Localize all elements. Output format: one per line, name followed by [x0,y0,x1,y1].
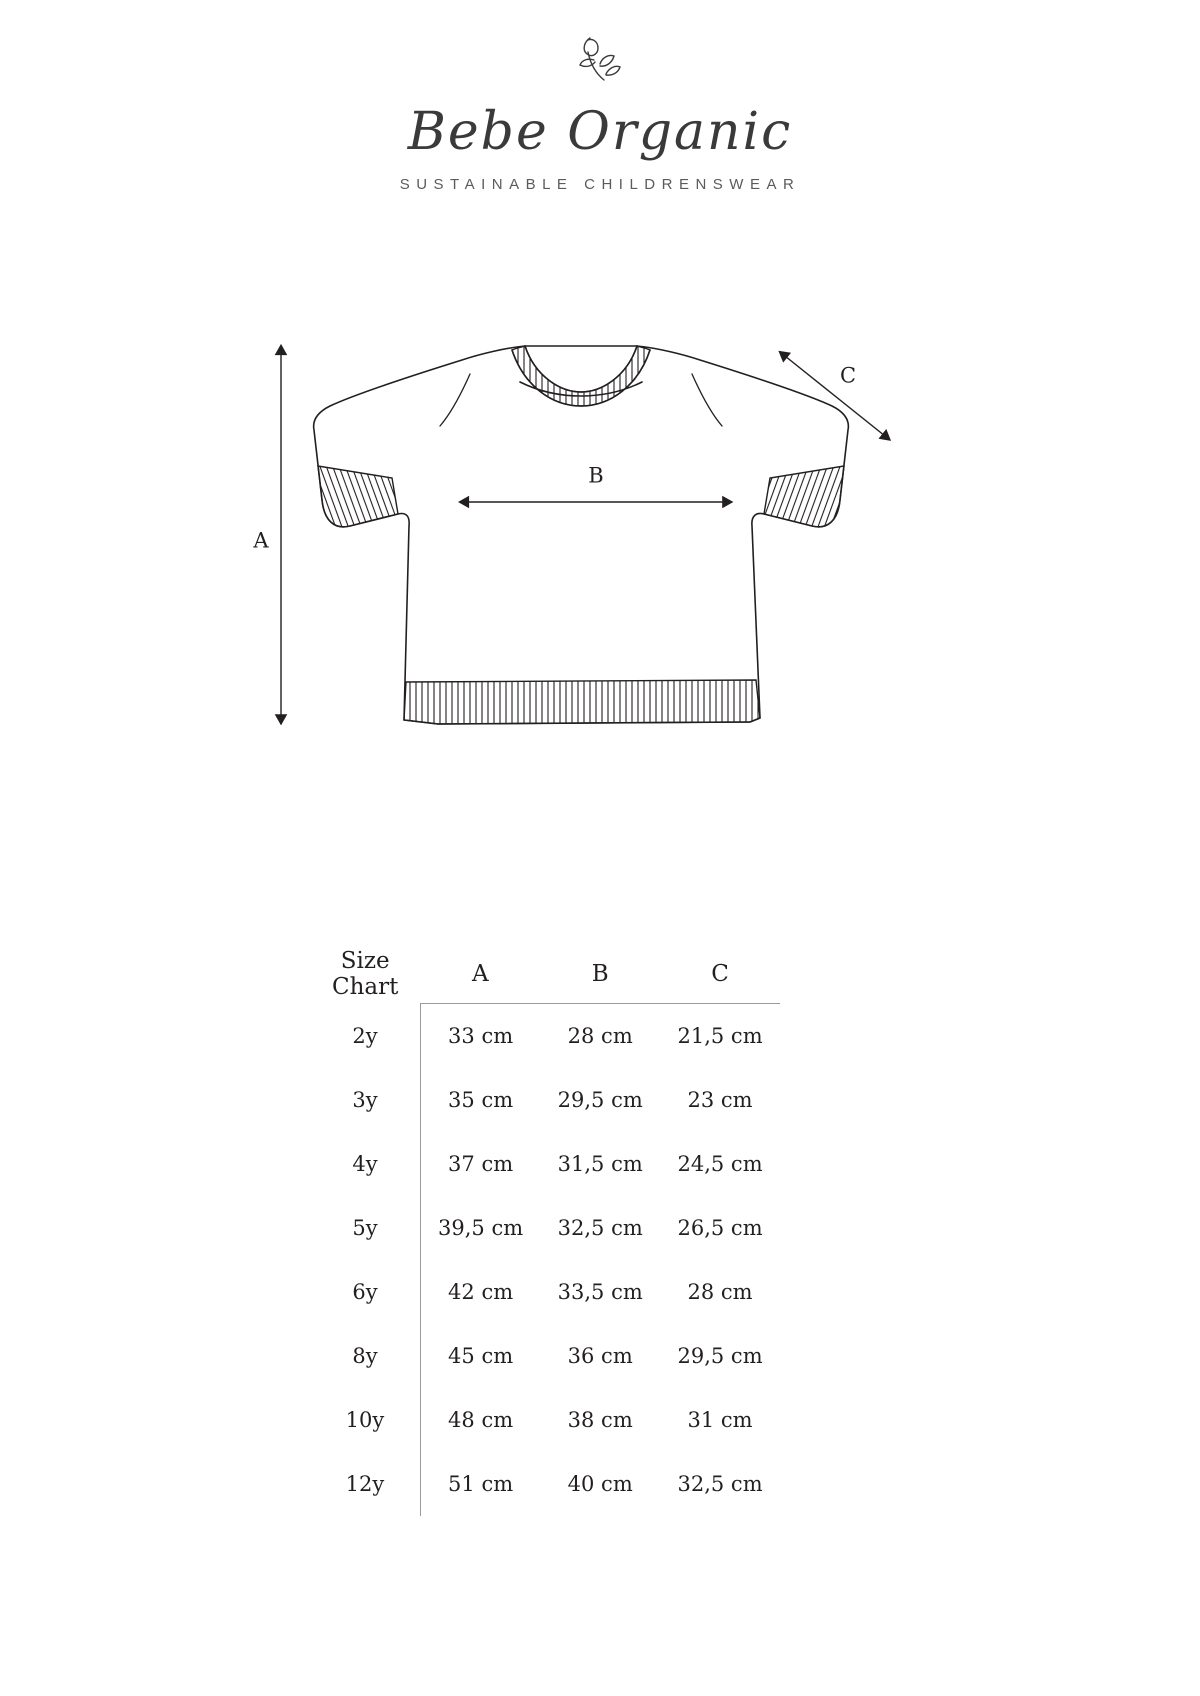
row-value-a: 48 cm [448,1408,514,1432]
row-value-c: 31 cm [687,1408,753,1432]
row-size: 8y [310,1324,420,1388]
row-value-a: 39,5 cm [438,1216,524,1240]
brand-header [0,30,1200,193]
column-header-b: B [540,945,660,1004]
size-chart [310,945,780,1516]
row-size: 4y [310,1132,420,1196]
row-value-b: 28 cm [567,1024,633,1048]
row-value-c: 29,5 cm [677,1344,763,1368]
row-value-c: 24,5 cm [677,1152,763,1176]
size-chart-head [310,945,780,1004]
row-value-b: 31,5 cm [557,1152,643,1176]
size-chart-title-line1: Size [340,947,390,974]
brand-name: Bebe Organic [407,102,793,162]
row-size: 5y [310,1196,420,1260]
table-header-row [310,945,780,1004]
leaf-sprig-icon [0,30,1200,92]
row-size: 2y [310,1004,420,1069]
measurement-label-c: C [839,363,857,388]
row-value-a: 42 cm [448,1280,514,1304]
row-value-c: 28 cm [687,1280,753,1304]
row-value-a: 35 cm [448,1088,514,1112]
table-row [310,1004,780,1069]
row-value-b: 32,5 cm [557,1216,643,1240]
column-header-a: A [420,945,540,1004]
garment-diagram [0,330,1200,780]
row-value-a: 37 cm [448,1152,514,1176]
table-row [310,1068,780,1132]
row-value-c: 23 cm [687,1088,753,1112]
row-value-c: 26,5 cm [677,1216,763,1240]
table-row [310,1452,780,1516]
row-size: 10y [310,1388,420,1452]
row-value-c: 32,5 cm [677,1472,763,1496]
row-size: 3y [310,1068,420,1132]
size-chart-title-line2: Chart [332,974,399,1001]
size-chart-body [310,1004,780,1517]
table-row [310,1260,780,1324]
row-value-a: 45 cm [448,1344,514,1368]
measurement-label-a: A [253,528,269,553]
row-value-b: 38 cm [567,1408,633,1432]
table-row [310,1388,780,1452]
row-size: 6y [310,1260,420,1324]
table-row [310,1132,780,1196]
row-size: 12y [310,1452,420,1516]
row-value-b: 33,5 cm [557,1280,643,1304]
table-row [310,1324,780,1388]
row-value-a: 51 cm [448,1472,514,1496]
table-row [310,1196,780,1260]
measurement-label-b: B [588,463,604,488]
brand-tagline: SUSTAINABLE CHILDRENSWEAR [399,176,801,193]
row-value-b: 36 cm [567,1344,633,1368]
size-chart-table [310,945,780,1516]
row-value-c: 21,5 cm [677,1024,763,1048]
row-value-a: 33 cm [448,1024,514,1048]
row-value-b: 29,5 cm [557,1088,643,1112]
size-chart-title [310,945,420,1004]
row-value-b: 40 cm [567,1472,633,1496]
column-header-c: C [660,945,780,1004]
